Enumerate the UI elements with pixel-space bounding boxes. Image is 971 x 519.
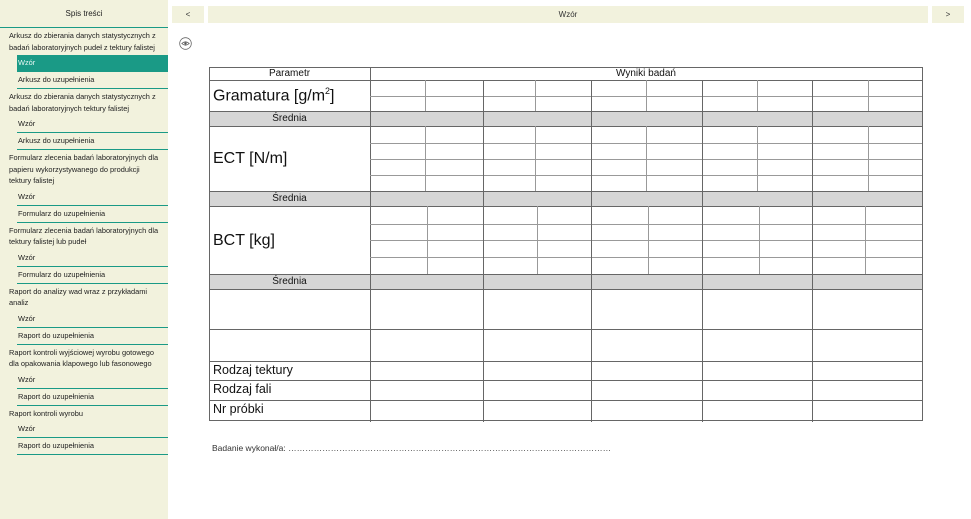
sidebar-item[interactable]: Arkusz do uzupełnienia bbox=[17, 72, 168, 89]
header-parameter: Parametr bbox=[268, 68, 311, 79]
grid-line bbox=[535, 80, 536, 111]
grid-line bbox=[210, 191, 922, 192]
previous-page-button[interactable]: < bbox=[172, 6, 204, 23]
grid-line bbox=[757, 80, 758, 111]
sidebar-section-title[interactable]: Arkusz do zbierania danych statystycznych z badań laboratoryjnych tektury falistej bbox=[9, 92, 156, 113]
grid-line bbox=[648, 206, 649, 274]
sidebar-item[interactable]: Wzór bbox=[17, 421, 168, 438]
sidebar-item[interactable]: Wzór bbox=[17, 311, 168, 328]
grid-line bbox=[591, 289, 592, 422]
grid-line bbox=[210, 329, 922, 330]
grid-line bbox=[210, 206, 922, 207]
grid-line bbox=[812, 191, 813, 289]
rodzaj-tektury-label: Rodzaj tektury bbox=[213, 363, 293, 377]
srednia-label-2: Średnia bbox=[272, 193, 307, 204]
grid-line bbox=[868, 80, 869, 111]
sidebar-item[interactable]: Arkusz do uzupełnienia bbox=[17, 133, 168, 150]
grid-line bbox=[702, 191, 703, 289]
sidebar-item[interactable]: Raport do uzupełnienia bbox=[17, 438, 168, 455]
grid-line bbox=[210, 274, 922, 275]
grid-line bbox=[210, 361, 922, 362]
sidebar-list bbox=[0, 28, 168, 455]
sidebar-item[interactable]: Wzór bbox=[17, 250, 168, 267]
grid-line bbox=[483, 191, 484, 289]
grid-line bbox=[812, 289, 813, 422]
grid-line bbox=[865, 206, 866, 274]
sidebar-section-title[interactable]: Raport kontroli wyjściowej wyrobu gotowego dla opakowania klapowego lub fasonowego bbox=[9, 347, 155, 368]
bct-label: BCT [kg] bbox=[213, 232, 275, 249]
grid-line bbox=[210, 380, 922, 381]
next-page-button[interactable]: > bbox=[932, 6, 964, 23]
grid-line bbox=[370, 224, 922, 225]
sidebar-title: Spis treści bbox=[0, 0, 168, 28]
gramatura-label: Gramatura $[g/m^2]$ bbox=[213, 86, 335, 105]
grid-line bbox=[535, 126, 536, 191]
sidebar-item[interactable]: Formularz do uzupełnienia bbox=[17, 267, 168, 284]
nr-probki-label: Nr próbki bbox=[213, 402, 264, 416]
grid-line bbox=[591, 191, 592, 289]
sidebar-section-title[interactable]: Arkusz do zbierania danych statystycznych z badań laboratoryjnych pudeł z tektury falistej bbox=[9, 31, 156, 52]
srednia-label-1: Średnia bbox=[272, 113, 307, 124]
sidebar-item[interactable]: Wzór bbox=[17, 372, 168, 389]
srednia-label-3: Średnia bbox=[272, 276, 307, 287]
rodzaj-fali-label: Rodzaj fali bbox=[213, 382, 272, 396]
grid-line bbox=[370, 68, 371, 422]
grid-line bbox=[757, 126, 758, 191]
grid-line bbox=[210, 80, 922, 81]
table-of-contents-sidebar bbox=[0, 0, 168, 519]
grid-line bbox=[702, 289, 703, 422]
sidebar-section-title[interactable]: Formularz zlecenia badań laboratoryjnych dla papieru wykorzystywanego do produkcji tektury falistej bbox=[9, 153, 159, 185]
grid-line bbox=[483, 289, 484, 422]
grid-line bbox=[425, 126, 426, 191]
ect-label: ECT [N/m] bbox=[213, 150, 288, 167]
grid-line bbox=[868, 126, 869, 191]
grid-line bbox=[370, 257, 922, 258]
sidebar-section-title[interactable]: Raport kontroli wyrobu bbox=[9, 408, 83, 418]
sidebar-item[interactable]: Wzór bbox=[17, 116, 168, 133]
grid-line bbox=[210, 400, 922, 401]
grid-line bbox=[210, 111, 922, 112]
grid-line bbox=[210, 289, 922, 290]
lab-results-form bbox=[209, 67, 923, 421]
grid-line bbox=[425, 80, 426, 111]
eye-icon[interactable] bbox=[179, 37, 192, 50]
grid-line bbox=[759, 206, 760, 274]
grid-line bbox=[646, 80, 647, 111]
sidebar-item[interactable]: Wzór bbox=[17, 189, 168, 206]
page-title: Wzór bbox=[208, 6, 928, 23]
signature-line: Badanie wykonał/a: …………………………………………………………………………………………………… bbox=[212, 443, 612, 453]
grid-line bbox=[427, 206, 428, 274]
grid-line bbox=[646, 126, 647, 191]
sidebar-item[interactable]: Wzór bbox=[17, 55, 168, 72]
grid-line bbox=[370, 240, 922, 241]
sidebar-section-title[interactable]: Formularz zlecenia badań laboratoryjnych dla tektury falistej lub pudeł bbox=[9, 225, 159, 246]
sidebar-item[interactable]: Raport do uzupełnienia bbox=[17, 328, 168, 345]
sidebar-item[interactable]: Formularz do uzupełnienia bbox=[17, 206, 168, 223]
sidebar-section-title[interactable]: Raport do analizy wad wraz z przykładami analiz bbox=[9, 286, 148, 307]
header-results: Wyniki badań bbox=[616, 68, 676, 79]
grid-line bbox=[210, 126, 922, 127]
grid-line bbox=[537, 206, 538, 274]
sidebar-item[interactable]: Raport do uzupełnienia bbox=[17, 389, 168, 406]
